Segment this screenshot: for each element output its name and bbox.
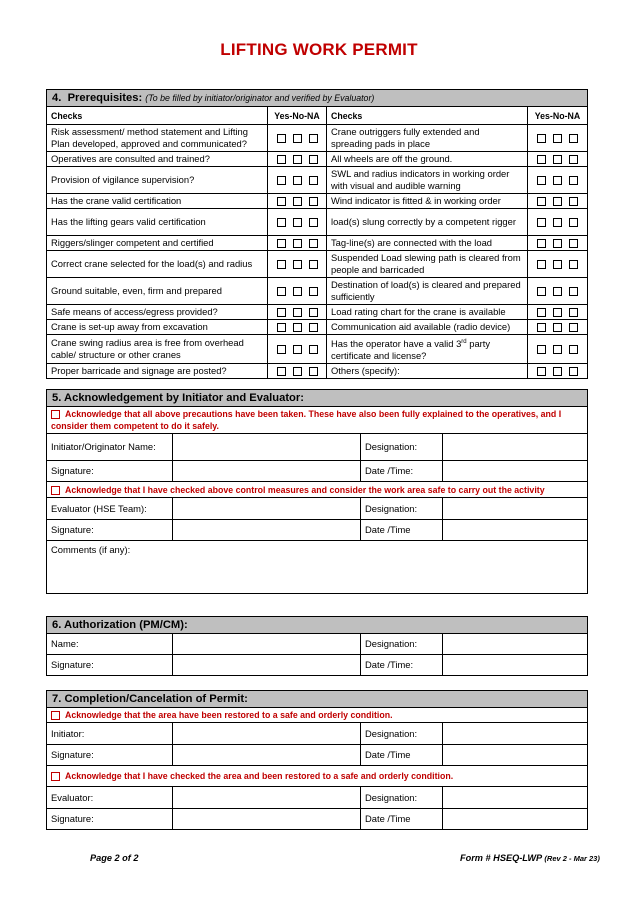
yes-no-na-checkboxes[interactable]: [528, 194, 588, 209]
designation-label: Designation:: [361, 787, 443, 809]
date-time-label: Date /Time: [361, 809, 443, 830]
page-title: LIFTING WORK PERMIT: [220, 40, 418, 59]
table-row: Has the crane valid certification Wind indicator is fitted & in working order: [47, 194, 588, 209]
signature-label: Signature:: [47, 461, 173, 482]
form-number: Form # HSEQ-LWP (Rev 2 - Mar 23): [460, 853, 600, 863]
yes-no-na-checkboxes[interactable]: [268, 125, 327, 152]
signature-label: Signature:: [47, 520, 173, 541]
signature-field[interactable]: [173, 745, 361, 766]
designation-field[interactable]: [443, 787, 588, 809]
section-7-heading: 7. Completion/Cancelation of Permit:: [47, 691, 588, 708]
evaluator-field[interactable]: [173, 787, 361, 809]
table-row: Safe means of access/egress provided? Load rating chart for the crane is available: [47, 305, 588, 320]
section-5-heading: 5. Acknowledgement by Initiator and Evaluator:: [47, 390, 588, 407]
yes-no-na-checkboxes[interactable]: [268, 194, 327, 209]
yes-no-na-checkboxes[interactable]: [528, 236, 588, 251]
evaluator-name-field[interactable]: [173, 498, 361, 520]
yes-no-na-checkboxes[interactable]: [268, 152, 327, 167]
yes-no-na-checkboxes[interactable]: [268, 305, 327, 320]
yes-no-na-checkboxes[interactable]: [528, 320, 588, 335]
initiator-name-field[interactable]: [173, 434, 361, 461]
signature-field[interactable]: [173, 655, 361, 676]
initiator-field[interactable]: [173, 723, 361, 745]
yes-no-na-checkboxes[interactable]: [528, 209, 588, 236]
acknowledge-area-restored-checkbox[interactable]: Acknowledge that the area have been restored to a safe and orderly condition.: [47, 708, 588, 723]
table-row: Crane is set-up away from excavation Communication aid available (radio device): [47, 320, 588, 335]
acknowledge-precautions-checkbox[interactable]: Acknowledge that all above precautions have been taken. These have also been fully explained to the operatives, and I consider them competent to do it safely.: [47, 407, 588, 434]
yes-no-na-checkboxes[interactable]: [268, 167, 327, 194]
yes-no-na-checkboxes[interactable]: [528, 335, 588, 364]
date-time-field[interactable]: [443, 809, 588, 830]
page-number: Page 2 of 2: [90, 853, 139, 863]
yes-no-na-checkboxes[interactable]: [528, 278, 588, 305]
section-6-heading: 6. Authorization (PM/CM):: [47, 617, 588, 634]
signature-label: Signature:: [47, 809, 173, 830]
table-row: Ground suitable, even, firm and prepared Destination of load(s) is cleared and prepared sufficiently: [47, 278, 588, 305]
col-checks: Checks: [327, 107, 528, 125]
yes-no-na-checkboxes[interactable]: [268, 320, 327, 335]
designation-label: Designation:: [361, 723, 443, 745]
designation-label: Designation:: [361, 434, 443, 461]
table-row: Operatives are consulted and trained? All wheels are off the ground.: [47, 152, 588, 167]
date-time-label: Date /Time: [361, 745, 443, 766]
yes-no-na-checkboxes[interactable]: [528, 364, 588, 379]
table-row: Provision of vigilance supervision? SWL and radius indicators in working order with visual and audible warning: [47, 167, 588, 194]
table-row: Has the lifting gears valid certification load(s) slung correctly by a competent rigger: [47, 209, 588, 236]
designation-field[interactable]: [443, 434, 588, 461]
designation-label: Designation:: [361, 634, 443, 655]
date-time-label: Date /Time:: [361, 655, 443, 676]
yes-no-na-checkboxes[interactable]: [528, 167, 588, 194]
date-time-field[interactable]: [443, 520, 588, 541]
date-time-label: Date /Time: [361, 520, 443, 541]
table-row: Risk assessment/ method statement and Lifting Plan developed, approved and communicated? Crane outriggers fully extended and spreading pads in place: [47, 125, 588, 152]
prerequisites-table: [46, 89, 588, 379]
table-row: Proper barricade and signage are posted? Others (specify):: [47, 364, 588, 379]
table-row: Correct crane selected for the load(s) and radius Suspended Load slewing path is cleared from people and barricaded: [47, 251, 588, 278]
initiator-label: Initiator/Originator Name:: [47, 434, 173, 461]
col-yes-no-na: Yes-No-NA: [268, 107, 327, 125]
yes-no-na-checkboxes[interactable]: [528, 251, 588, 278]
table-row: Riggers/slinger competent and certified Tag-line(s) are connected with the load: [47, 236, 588, 251]
yes-no-na-checkboxes[interactable]: [528, 152, 588, 167]
yes-no-na-checkboxes[interactable]: [268, 251, 327, 278]
table-row: Crane swing radius area is free from overhead cable/ structure or other cranes Has the operator have a valid 3rd party certificate and license?: [47, 335, 588, 364]
designation-label: Designation:: [361, 498, 443, 520]
signature-field[interactable]: [173, 520, 361, 541]
yes-no-na-checkboxes[interactable]: [268, 335, 327, 364]
acknowledge-control-measures-checkbox[interactable]: Acknowledge that I have checked above control measures and consider the work area safe to carry out the activity: [47, 482, 588, 498]
date-time-field[interactable]: [443, 655, 588, 676]
comments-field[interactable]: Comments (if any):: [47, 541, 588, 594]
authorization-table: [46, 616, 588, 676]
designation-field[interactable]: [443, 723, 588, 745]
yes-no-na-checkboxes[interactable]: [528, 305, 588, 320]
col-checks: Checks: [47, 107, 268, 125]
yes-no-na-checkboxes[interactable]: [268, 278, 327, 305]
completion-table: [46, 690, 588, 830]
designation-field[interactable]: [443, 498, 588, 520]
yes-no-na-checkboxes[interactable]: [528, 125, 588, 152]
name-label: Name:: [47, 634, 173, 655]
designation-field[interactable]: [443, 634, 588, 655]
yes-no-na-checkboxes[interactable]: [268, 364, 327, 379]
acknowledgement-table: [46, 389, 588, 594]
signature-label: Signature:: [47, 745, 173, 766]
date-time-field[interactable]: [443, 745, 588, 766]
name-field[interactable]: [173, 634, 361, 655]
signature-field[interactable]: [173, 461, 361, 482]
evaluator-label: Evaluator:: [47, 787, 173, 809]
acknowledge-area-checked-checkbox[interactable]: Acknowledge that I have checked the area and been restored to a safe and orderly condition.: [47, 766, 588, 787]
col-yes-no-na: Yes-No-NA: [528, 107, 588, 125]
yes-no-na-checkboxes[interactable]: [268, 209, 327, 236]
date-time-label: Date /Time:: [361, 461, 443, 482]
date-time-field[interactable]: [443, 461, 588, 482]
signature-label: Signature:: [47, 655, 173, 676]
yes-no-na-checkboxes[interactable]: [268, 236, 327, 251]
evaluator-label: Evaluator (HSE Team):: [47, 498, 173, 520]
section-4-heading: 4. Prerequisites: (To be filled by initiator/originator and verified by Evaluator): [47, 90, 588, 107]
initiator-label: Initiator:: [47, 723, 173, 745]
signature-field[interactable]: [173, 809, 361, 830]
